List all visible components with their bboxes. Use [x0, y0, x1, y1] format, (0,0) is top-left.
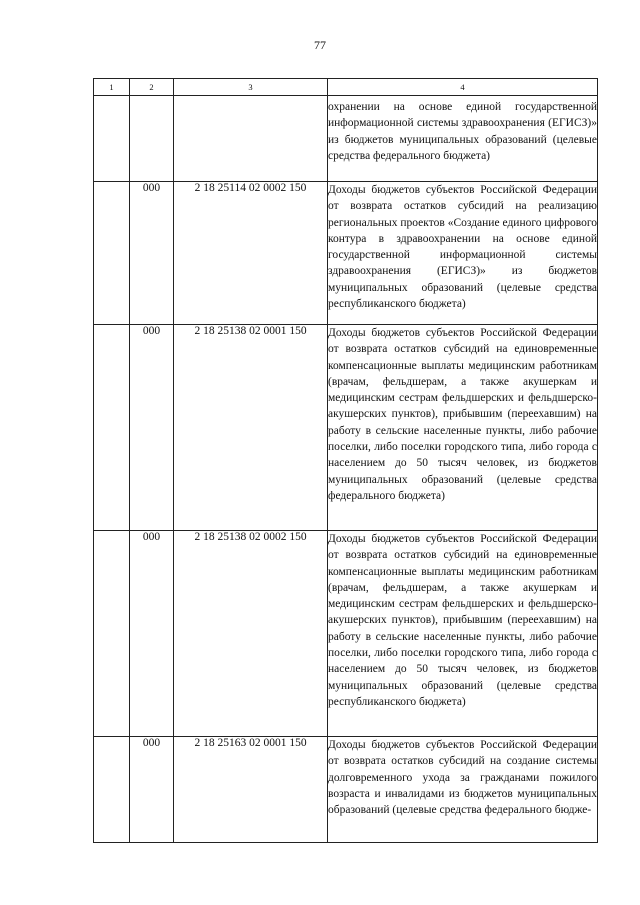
row-number-cell	[94, 737, 130, 843]
header-row	[94, 79, 598, 96]
budget-code-cell: 2 18 25163 02 0001 150	[174, 737, 328, 843]
budget-codes-table	[93, 78, 598, 843]
admin-code-cell: 000	[130, 182, 174, 325]
column-header-2: 2	[130, 79, 174, 96]
budget-code-cell: 2 18 25138 02 0001 150	[174, 325, 328, 531]
description-cell: Доходы бюджетов субъектов Российской Федерации от возврата остатков субсидий на реализацию региональных проектов «Создание единого цифрового контура в здравоохранении на основе единой государственной информационной системы здравоохранения (ЕГИСЗ)» из бюджетов муниципальных образований (целевые средства республиканского бюджета)	[328, 182, 598, 325]
page-number: 77	[314, 38, 326, 52]
table-row	[94, 325, 598, 531]
description-cell: Доходы бюджетов субъектов Российской Федерации от возврата остатков субсидий на создание системы долговременного ухода за гражданами пожилого возраста и инвалидами из бюджетов муниципальных образований (целевые средства федерального бюдже-	[328, 737, 598, 843]
admin-code-cell: 000	[130, 531, 174, 737]
description-cell: Доходы бюджетов субъектов Российской Федерации от возврата остатков субсидий на единовременные компенсационные выплаты медицинским работникам (врачам, фельдшерам, а также акушеркам и медицинским сестрам фельдшерских и фельдшерско-акушерских пунктов), прибывшим (переехавшим) на работу в сельские населенные пункты, либо рабочие поселки, либо поселки городского типа, либо города с населением до 50 тысяч человек, из бюджетов муниципальных образований (целевые средства федерального бюджета)	[328, 325, 598, 531]
table-row	[94, 182, 598, 325]
admin-code-cell	[130, 96, 174, 182]
description-cell: Доходы бюджетов субъектов Российской Федерации от возврата остатков субсидий на единовременные компенсационные выплаты медицинским работникам (врачам, фельдшерам, а также акушеркам и медицинским сестрам фельдшерских и фельдшерско-акушерских пунктов), прибывшим (переехавшим) на работу в сельские населенные пункты, либо рабочие поселки, либо поселки городского типа, либо города с населением до 50 тысяч человек, из бюджетов муниципальных образований (целевые средства республиканского бюджета)	[328, 531, 598, 737]
budget-code-cell	[174, 96, 328, 182]
admin-code-cell: 000	[130, 737, 174, 843]
table-row	[94, 737, 598, 843]
row-number-cell	[94, 96, 130, 182]
row-number-cell	[94, 182, 130, 325]
column-header-4: 4	[328, 79, 598, 96]
table-row	[94, 96, 598, 182]
column-header-3: 3	[174, 79, 328, 96]
description-cell: охранении на основе единой государственной информационной системы здравоохранения (ЕГИСЗ)» из бюджетов муниципальных образований (целевые средства федерального бюджета)	[328, 96, 598, 182]
column-header-1: 1	[94, 79, 130, 96]
table-row	[94, 531, 598, 737]
row-number-cell	[94, 531, 130, 737]
budget-code-cell: 2 18 25138 02 0002 150	[174, 531, 328, 737]
admin-code-cell: 000	[130, 325, 174, 531]
row-number-cell	[94, 325, 130, 531]
budget-code-cell: 2 18 25114 02 0002 150	[174, 182, 328, 325]
